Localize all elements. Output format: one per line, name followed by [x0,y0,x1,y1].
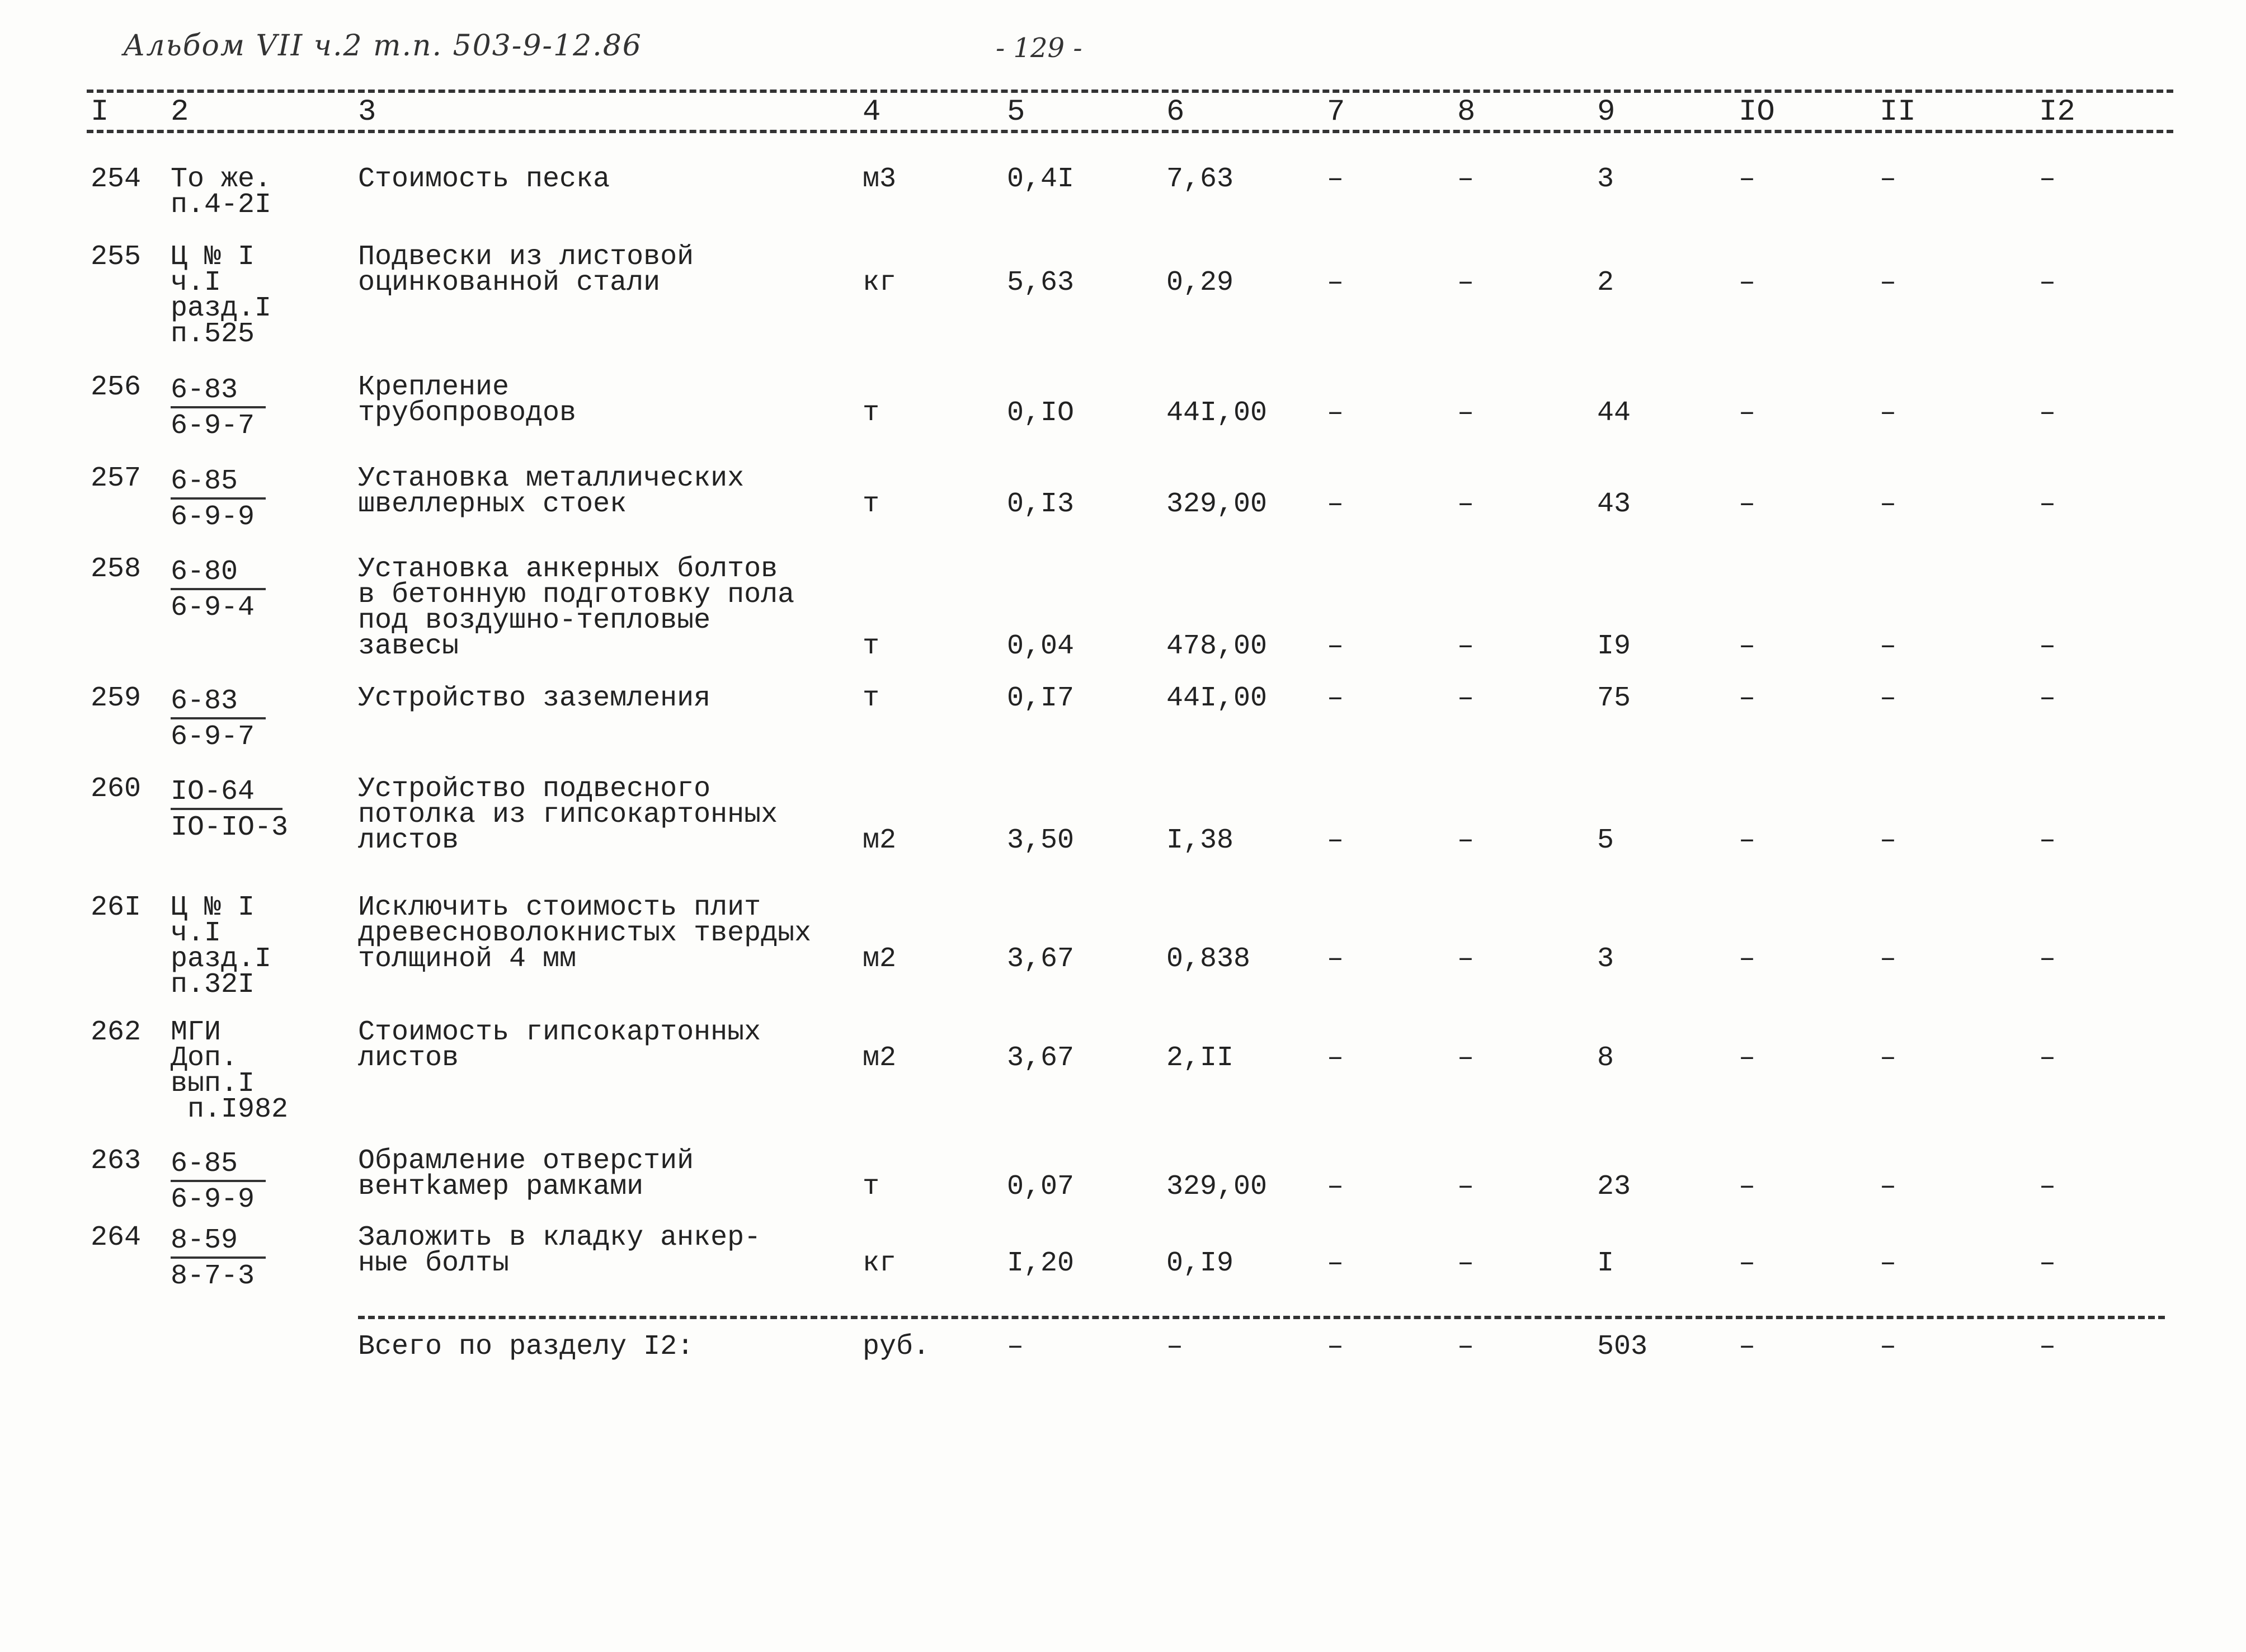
column-number: I2 [2039,95,2075,129]
cell-c7: – [1327,825,1344,856]
row-number: 263 [91,1145,142,1177]
unit-price: 329,00 [1166,1171,1268,1203]
cell-c11: – [1880,267,1897,299]
row-number: 254 [91,163,142,195]
reference-numerator: IO-64 [171,776,282,810]
quantity: 3,67 [1007,943,1075,975]
reference-line: Ц № I [171,892,255,924]
reference-line: Ц № I [171,241,255,273]
column-number: 4 [863,95,881,129]
column-number: II [1880,95,1916,129]
reference-line: МГИ [171,1016,222,1048]
cost: 5 [1597,825,1614,856]
reference-numerator: 6-85 [171,466,266,500]
quantity: 0,04 [1007,630,1075,662]
pricing-reference [171,241,272,350]
quantity: 0,IO [1007,397,1075,429]
unit-price: 0,I9 [1166,1248,1234,1279]
cell-c12: – [2039,397,2056,429]
work-description: Исключить стоимость плит древесноволокнистых твердых толщиной 4 мм [358,892,812,975]
total-unit: руб. [863,1331,930,1363]
unit-price: 478,00 [1166,630,1268,662]
cell-c11: – [1880,163,1897,195]
reference-denominator: 6-9-7 [171,410,255,442]
work-description: Подвески из листовой оцинкованной стали [358,241,694,299]
reference-numerator: 6-83 [171,686,266,719]
cell-c11: – [1880,488,1897,520]
unit-price: 44I,00 [1166,397,1268,429]
reference-numerator: 6-83 [171,375,266,408]
header-rule-bottom [87,130,2173,133]
reference-denominator: 8-7-3 [171,1260,255,1292]
cost: 8 [1597,1042,1614,1074]
total-label: Всего по разделу I2: [358,1331,694,1363]
work-description: Заложить в кладку анкер- ные болты [358,1222,761,1279]
column-number: 2 [171,95,189,129]
pricing-reference [171,1149,266,1218]
cell-c8: – [1457,1042,1475,1074]
total-c12: – [2039,1331,2056,1363]
cell-c12: – [2039,488,2056,520]
row-number: 262 [91,1016,142,1048]
row-number: 256 [91,371,142,403]
cell-c11: – [1880,1171,1897,1203]
pricing-reference [171,1225,266,1295]
cell-c7: – [1327,630,1344,662]
unit: м3 [863,163,897,195]
cell-c11: – [1880,683,1897,714]
reference-numerator: 6-80 [171,557,266,590]
cell-c10: – [1739,1248,1756,1279]
cost: 23 [1597,1171,1631,1203]
reference-denominator: 6-9-9 [171,501,255,533]
reference-line: ч.I [171,917,222,949]
pricing-reference [171,892,272,1001]
column-number: 5 [1007,95,1025,129]
cell-c8: – [1457,1248,1475,1279]
cell-c10: – [1739,163,1756,195]
reference-denominator: 6-9-7 [171,721,255,753]
total-c8: – [1457,1331,1475,1363]
cell-c10: – [1739,1042,1756,1074]
page-number: - 129 - [996,32,1082,64]
pricing-reference [171,375,266,444]
row-number: 259 [91,683,142,714]
cell-c12: – [2039,825,2056,856]
quantity: 3,67 [1007,1042,1075,1074]
cell-c12: – [2039,943,2056,975]
unit: м2 [863,1042,897,1074]
total-c5: – [1007,1331,1024,1363]
cell-c7: – [1327,683,1344,714]
cell-c10: – [1739,397,1756,429]
unit: кг [863,1248,897,1279]
total-rule [358,1316,2165,1319]
column-number: 8 [1457,95,1476,129]
reference-line: п.32I [171,969,255,1001]
reference-line: ч.I [171,267,222,299]
cell-c8: – [1457,267,1475,299]
quantity: 5,63 [1007,267,1075,299]
work-description: Крепление трубопроводов [358,371,577,429]
total-c6: – [1166,1331,1184,1363]
work-description: Установка металлических швеллерных стоек [358,463,745,520]
unit: м2 [863,943,897,975]
unit-price: I,38 [1166,825,1234,856]
cell-c8: – [1457,163,1475,195]
cost: 2 [1597,267,1614,299]
cell-c8: – [1457,397,1475,429]
reference-line: п.I982 [171,1094,289,1126]
cell-c7: – [1327,397,1344,429]
reference-line: п.4-2I [171,189,272,221]
quantity: 0,I7 [1007,683,1075,714]
unit-price: 0,29 [1166,267,1234,299]
cell-c7: – [1327,488,1344,520]
cell-c11: – [1880,943,1897,975]
cell-c12: – [2039,1042,2056,1074]
pricing-reference [171,686,266,755]
work-description: Устройство подвесного потолка из гипсокартонных листов [358,773,778,856]
cell-c11: – [1880,1248,1897,1279]
cell-c7: – [1327,1042,1344,1074]
reference-line: вып.I [171,1068,255,1100]
pricing-reference [171,1016,289,1126]
row-number: 26I [91,892,142,924]
cell-c10: – [1739,683,1756,714]
cell-c8: – [1457,1171,1475,1203]
quantity: I,20 [1007,1248,1075,1279]
reference-line: разд.I [171,293,272,324]
cell-c8: – [1457,683,1475,714]
cell-c8: – [1457,825,1475,856]
cost: 3 [1597,943,1614,975]
column-number: IO [1739,95,1775,129]
cell-c8: – [1457,488,1475,520]
column-number: I [91,95,109,129]
cell-c11: – [1880,1042,1897,1074]
cell-c10: – [1739,488,1756,520]
total-c10: – [1739,1331,1756,1363]
cost: 44 [1597,397,1631,429]
unit: т [863,630,880,662]
work-description: Установка анкерных болтов в бетонную подготовку пола под воздушно-тепловые завесы [358,553,795,662]
album-title: Альбом VII ч.2 т.п. 503-9-12.86 [123,29,642,63]
cost: 3 [1597,163,1614,195]
unit: т [863,1171,880,1203]
reference-denominator: 6-9-4 [171,592,255,624]
total-sum: 503 [1597,1331,1648,1363]
row-number: 264 [91,1222,142,1254]
cell-c12: – [2039,683,2056,714]
pricing-reference [171,163,272,221]
quantity: 3,50 [1007,825,1075,856]
cost: 43 [1597,488,1631,520]
cell-c7: – [1327,163,1344,195]
cell-c11: – [1880,630,1897,662]
quantity: 0,4I [1007,163,1075,195]
total-c11: – [1880,1331,1897,1363]
unit: т [863,683,880,714]
total-c7: – [1327,1331,1344,1363]
work-description: Устройство заземления [358,683,711,714]
row-number: 255 [91,241,142,273]
unit-price: 7,63 [1166,163,1234,195]
unit: кг [863,267,897,299]
cell-c10: – [1739,1171,1756,1203]
unit-price: 2,II [1166,1042,1234,1074]
column-number: 9 [1597,95,1616,129]
column-number: 6 [1166,95,1185,129]
work-description: Стоимость песка [358,163,610,195]
pricing-reference [171,466,266,535]
reference-numerator: 6-85 [171,1149,266,1182]
column-number: 3 [358,95,376,129]
unit: т [863,488,880,520]
unit: м2 [863,825,897,856]
cell-c12: – [2039,630,2056,662]
cell-c10: – [1739,943,1756,975]
pricing-reference [171,557,266,626]
row-number: 258 [91,553,142,585]
cell-c8: – [1457,630,1475,662]
reference-line: То же. [171,163,272,195]
work-description: Стоимость гипсокартонных листов [358,1016,761,1074]
reference-denominator: IO-IO-3 [171,812,289,844]
cell-c12: – [2039,1248,2056,1279]
column-number: 7 [1327,95,1345,129]
cell-c10: – [1739,825,1756,856]
row-number: 260 [91,773,142,805]
pricing-reference [171,776,288,846]
quantity: 0,I3 [1007,488,1075,520]
cell-c10: – [1739,630,1756,662]
cost: 75 [1597,683,1631,714]
cell-c7: – [1327,943,1344,975]
work-description: Обрамление отверстий вентkамер рамками [358,1145,694,1203]
unit: т [863,397,880,429]
unit-price: 329,00 [1166,488,1268,520]
reference-denominator: 6-9-9 [171,1184,255,1216]
cell-c12: – [2039,1171,2056,1203]
cell-c7: – [1327,267,1344,299]
cell-c12: – [2039,163,2056,195]
unit-price: 44I,00 [1166,683,1268,714]
cell-c11: – [1880,825,1897,856]
reference-numerator: 8-59 [171,1225,266,1259]
cost: I9 [1597,630,1631,662]
cell-c12: – [2039,267,2056,299]
cell-c10: – [1739,267,1756,299]
unit-price: 0,838 [1166,943,1251,975]
quantity: 0,07 [1007,1171,1075,1203]
cell-c7: – [1327,1248,1344,1279]
cell-c7: – [1327,1171,1344,1203]
cost: I [1597,1248,1614,1279]
row-number: 257 [91,463,142,495]
cell-c11: – [1880,397,1897,429]
reference-line: п.525 [171,318,255,350]
header-rule-top [87,90,2173,93]
cell-c8: – [1457,943,1475,975]
reference-line: разд.I [171,943,272,975]
reference-line: Доп. [171,1042,238,1074]
